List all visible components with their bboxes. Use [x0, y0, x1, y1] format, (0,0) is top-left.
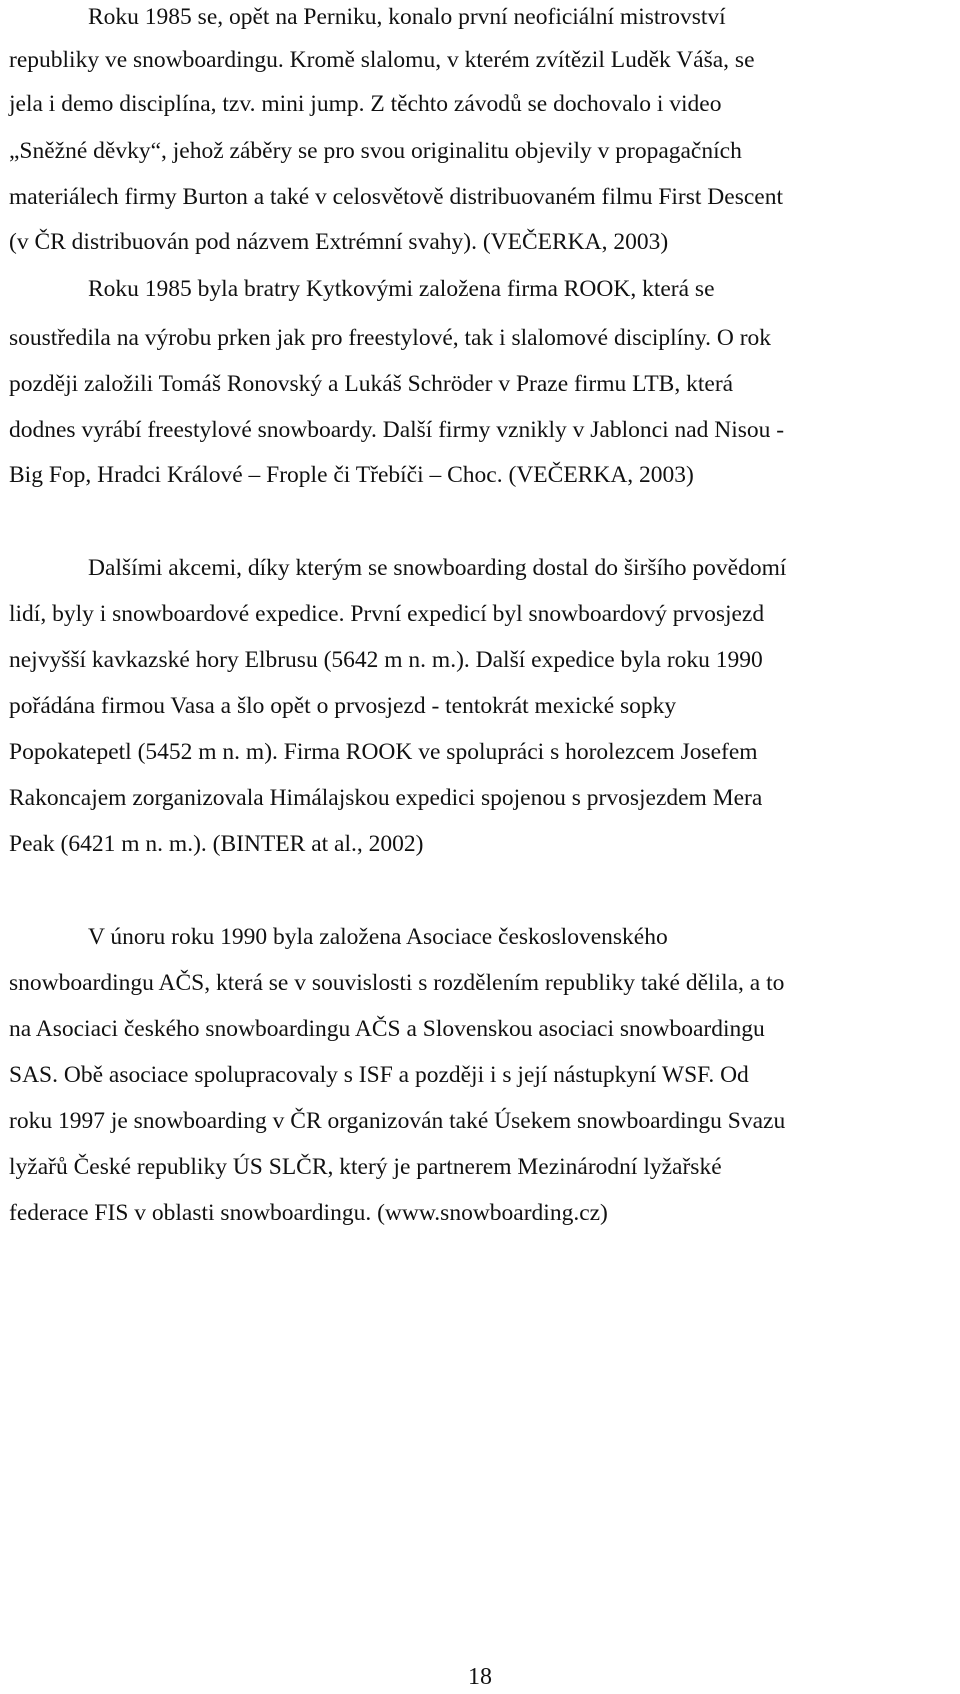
- page-number: 18: [468, 1664, 492, 1690]
- text-line: materiálech firmy Burton a také v celosvětově distribuovaném filmu First Descent: [9, 184, 783, 210]
- text-line: Popokatepetl (5452 m n. m). Firma ROOK ve spolupráci s horolezcem Josefem: [9, 739, 758, 765]
- text-line: pořádána firmou Vasa a šlo opět o prvosjezd - tentokrát mexické sopky: [9, 693, 677, 719]
- text-line: lidí, byly i snowboardové expedice. První expedicí byl snowboardový prvosjezd: [9, 601, 765, 627]
- text-line: dodnes vyrábí freestylové snowboardy. Další firmy vznikly v Jablonci nad Nisou -: [9, 417, 785, 443]
- text-line: Peak (6421 m n. m.). (BINTER at al., 2002): [9, 831, 424, 857]
- text-line: roku 1997 je snowboarding v ČR organizován také Úsekem snowboardingu Svazu: [9, 1108, 786, 1134]
- text-line: později založili Tomáš Ronovský a Lukáš Schröder v Praze firmu LTB, která: [9, 371, 734, 397]
- text-line: Roku 1985 byla bratry Kytkovými založena firma ROOK, která se: [88, 276, 715, 302]
- text-line: lyžařů České republiky ÚS SLČR, který je partnerem Mezinárodní lyžařské: [9, 1154, 722, 1180]
- text-line: Rakoncajem zorganizovala Himálajskou expedici spojenou s prvosjezdem Mera: [9, 785, 763, 811]
- text-line: „Sněžné děvky“, jehož záběry se pro svou originalitu objevily v propagačních: [9, 138, 742, 164]
- text-line: federace FIS v oblasti snowboardingu. (www.snowboarding.cz): [9, 1200, 608, 1226]
- text-line: V únoru roku 1990 byla založena Asociace československého: [88, 924, 668, 950]
- text-line: nejvyšší kavkazské hory Elbrusu (5642 m n. m.). Další expedice byla roku 1990: [9, 647, 763, 673]
- text-line: na Asociaci českého snowboardingu AČS a Slovenskou asociaci snowboardingu: [9, 1016, 765, 1042]
- text-line: (v ČR distribuován pod názvem Extrémní svahy). (VEČERKA, 2003): [9, 229, 669, 255]
- text-line: Roku 1985 se, opět na Perniku, konalo první neoficiální mistrovství: [88, 4, 726, 30]
- text-line: snowboardingu AČS, která se v souvislosti s rozdělením republiky také dělila, a to: [9, 970, 785, 996]
- text-line: SAS. Obě asociace spolupracovaly s ISF a později i s její nástupkyní WSF. Od: [9, 1062, 749, 1088]
- text-line: Big Fop, Hradci Králové – Frople či Třebíči – Choc. (VEČERKA, 2003): [9, 462, 694, 488]
- text-line: republiky ve snowboardingu. Kromě slalomu, v kterém zvítězil Luděk Váša, se: [9, 47, 755, 73]
- text-line: Dalšími akcemi, díky kterým se snowboarding dostal do širšího povědomí: [88, 555, 787, 581]
- text-line: soustředila na výrobu prken jak pro freestylové, tak i slalomové disciplíny. O rok: [9, 325, 772, 351]
- text-line: jela i demo disciplína, tzv. mini jump. Z těchto závodů se dochovalo i video: [9, 91, 722, 117]
